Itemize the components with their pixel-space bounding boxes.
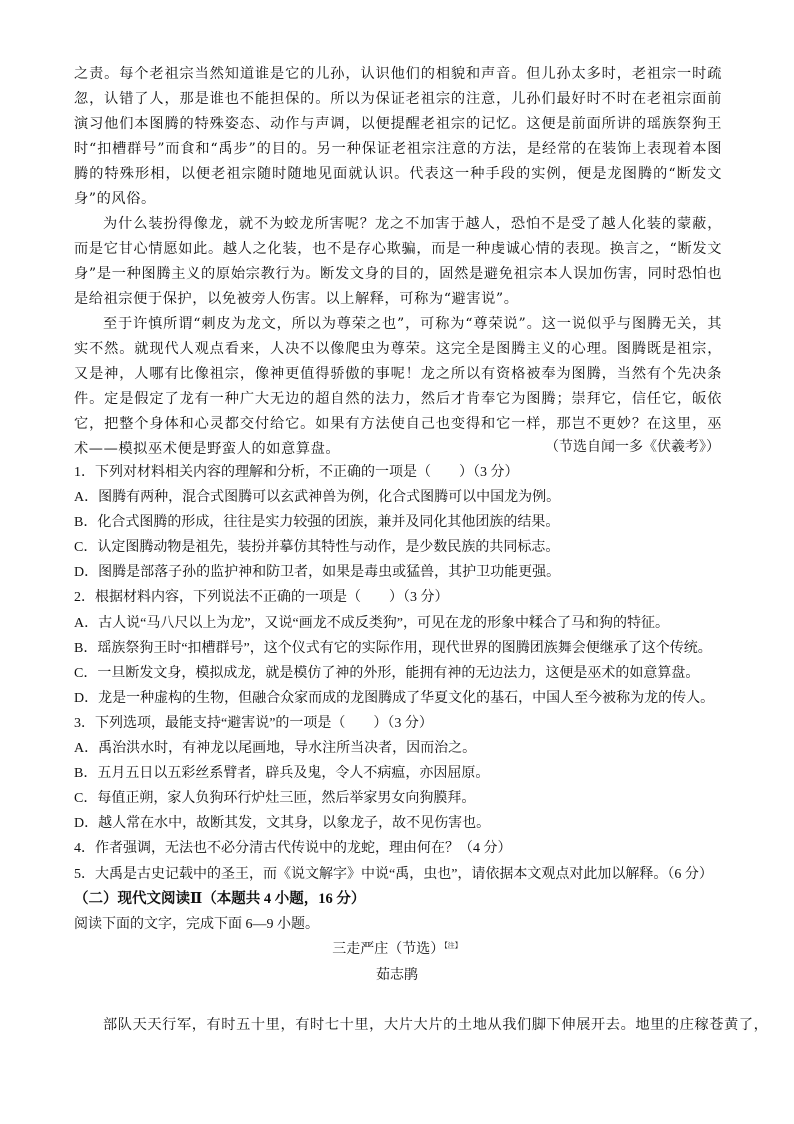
article-title-text: 三走严庄（节选） [332,941,445,957]
question-4: 4．作者强调，无法也不必分清古代传说中的龙蛇，理由何在？（4 分） [74,841,512,857]
question-2-option-a: A．古人说“马八尺以上为龙”，又说“画龙不成反类狗”，可见在龙的形象中糅合了马和狗的特征。 [74,615,669,631]
passage-body [74,62,722,462]
question-1-option-b: B．化合式图腾的形成，往往是实力较强的团族，兼并及同化其他团族的结果。 [74,515,560,531]
question-list [74,460,724,937]
article-title [0,938,794,958]
question-3-stem: 3．下列选项，最能支持“避害说”的一项是（ ）（3 分） [74,715,433,731]
article-author: 茹志鹃 [376,967,418,983]
section-2-heading: （二）现代文阅读Ⅱ（本题共 4 小题，16 分） [74,890,366,907]
question-3-option-d: D．越人常在水中，故断其发，文其身，以象龙子，故不见伤害也。 [74,816,491,832]
question-2-option-b: B．瑶族祭狗王时“扣槽群号”，这个仪式有它的实际作用，现代世界的图腾团族舞会便继承了这个传统。 [74,640,712,656]
question-1-option-d: D．图腾是部落子孙的监护神和防卫者，如果是毒虫或猛兽，其护卫功能更强。 [74,565,561,581]
question-3-option-c: C．每值正朔，家人负狗环行炉灶三匝，然后举家男女向狗膜拜。 [74,791,476,807]
question-2-stem: 2．根据材料内容，下列说法不正确的一项是（ ）（3 分） [74,590,449,606]
question-2-option-d: D．龙是一种虚构的生物，但融合众家而成的龙图腾成了华夏文化的基石，中国人至今被称为龙的传人。 [74,690,715,706]
question-1-option-c: C．认定图腾动物是祖先，装扮并摹仿其特性与动作，是少数民族的共同标志。 [74,540,560,556]
passage-paragraph-2: 为什么装扮得像龙，就不为蛟龙所害呢？龙之不加害于越人，恐怕不是受了越人化装的蒙蔽，而是它甘心情愿如此。越人之化装，也不是存心欺骗，而是一种虔诚心情的表现。换言之，“断发文身”是一种图腾主义的原始宗教行为。断发文身的目的，固然是避免祖宗本人误加伤害，同时恐怕也是给祖宗便于保护，以免被旁人伤害。以上解释，可称为“避害说”。 [74,216,722,307]
question-2-option-c: C．一旦断发文身，模拟成龙，就是模仿了神的外形，能拥有神的无边法力，这便是巫术的如意算盘。 [74,665,700,681]
section-2-instruction: 阅读下面的文字，完成下面 6—9 小题。 [74,916,319,932]
question-3-option-a: A．禹治洪水时，有神龙以尾画地，导水注所当决者，因而治之。 [74,741,477,757]
passage-paragraph-1: 之责。每个老祖宗当然知道谁是它的儿孙，认识他们的相貌和声音。但儿孙太多时，老祖宗一时疏忽，认错了人，那是谁也不能担保的。所以为保证老祖宗的注意，儿孙们最好时不时在老祖宗面前演习他们本图腾的特殊姿态、动作与声调，以便提醒老祖宗的记忆。这便是前面所讲的瑶族祭狗王时“扣槽群号”而食和“禹步”的目的。另一种保证老祖宗注意的方法，是经常的在装饰上表现着本图腾的特殊形相，以便老祖宗随时随地见面就认识。代表这一种手段的实例，便是龙图腾的“断发文身”的风俗。 [74,66,722,207]
article-first-line: 部队天天行军，有时五十里，有时七十里，大片大片的土地从我们脚下伸展开去。地里的庄稼苍黄了， [103,1017,769,1033]
question-5: 5．大禹是古史记载中的圣王，而《说文解字》中说“禹，虫也”，请依据本文观点对此加以解释。（6 分） [74,866,713,882]
passage-source: （节选自闻一多《伏羲考》） [545,439,720,455]
question-3-option-b: B．五月五日以五彩丝系臂者，辟兵及鬼，令人不病瘟，亦因屈原。 [74,766,490,782]
article-title-note: 【注】 [444,941,462,950]
passage-paragraph-3: 至于许慎所谓“刺皮为龙文，所以为尊荣之也”，可称为“尊荣说”。这一说似乎与图腾无关，其实不然。就现代人观点看来，人决不以像爬虫为尊荣。这完全是图腾主义的心理。图腾既是祖宗，又是神，人哪有比像祖宗，像神更值得骄傲的事呢！龙之所以有资格被奉为图腾，当然有个先决条件。定是假定了龙有一种广大无边的超自然的法力，然后才肯奉它为图腾；崇拜它，信任它，皈依它，把整个身体和心灵都交付给它。如果有方法使自己也变得和它一样，那岂不更妙？在这里，巫术——模拟巫术便是野蛮人的如意算盘。 [74,316,722,457]
question-1-option-a: A．图腾有两种，混合式图腾可以玄武神兽为例，化合式图腾可以中国龙为例。 [74,490,561,506]
question-1-stem: 1．下列对材料相关内容的理解和分析，不正确的一项是（ ）（3 分） [74,465,519,480]
